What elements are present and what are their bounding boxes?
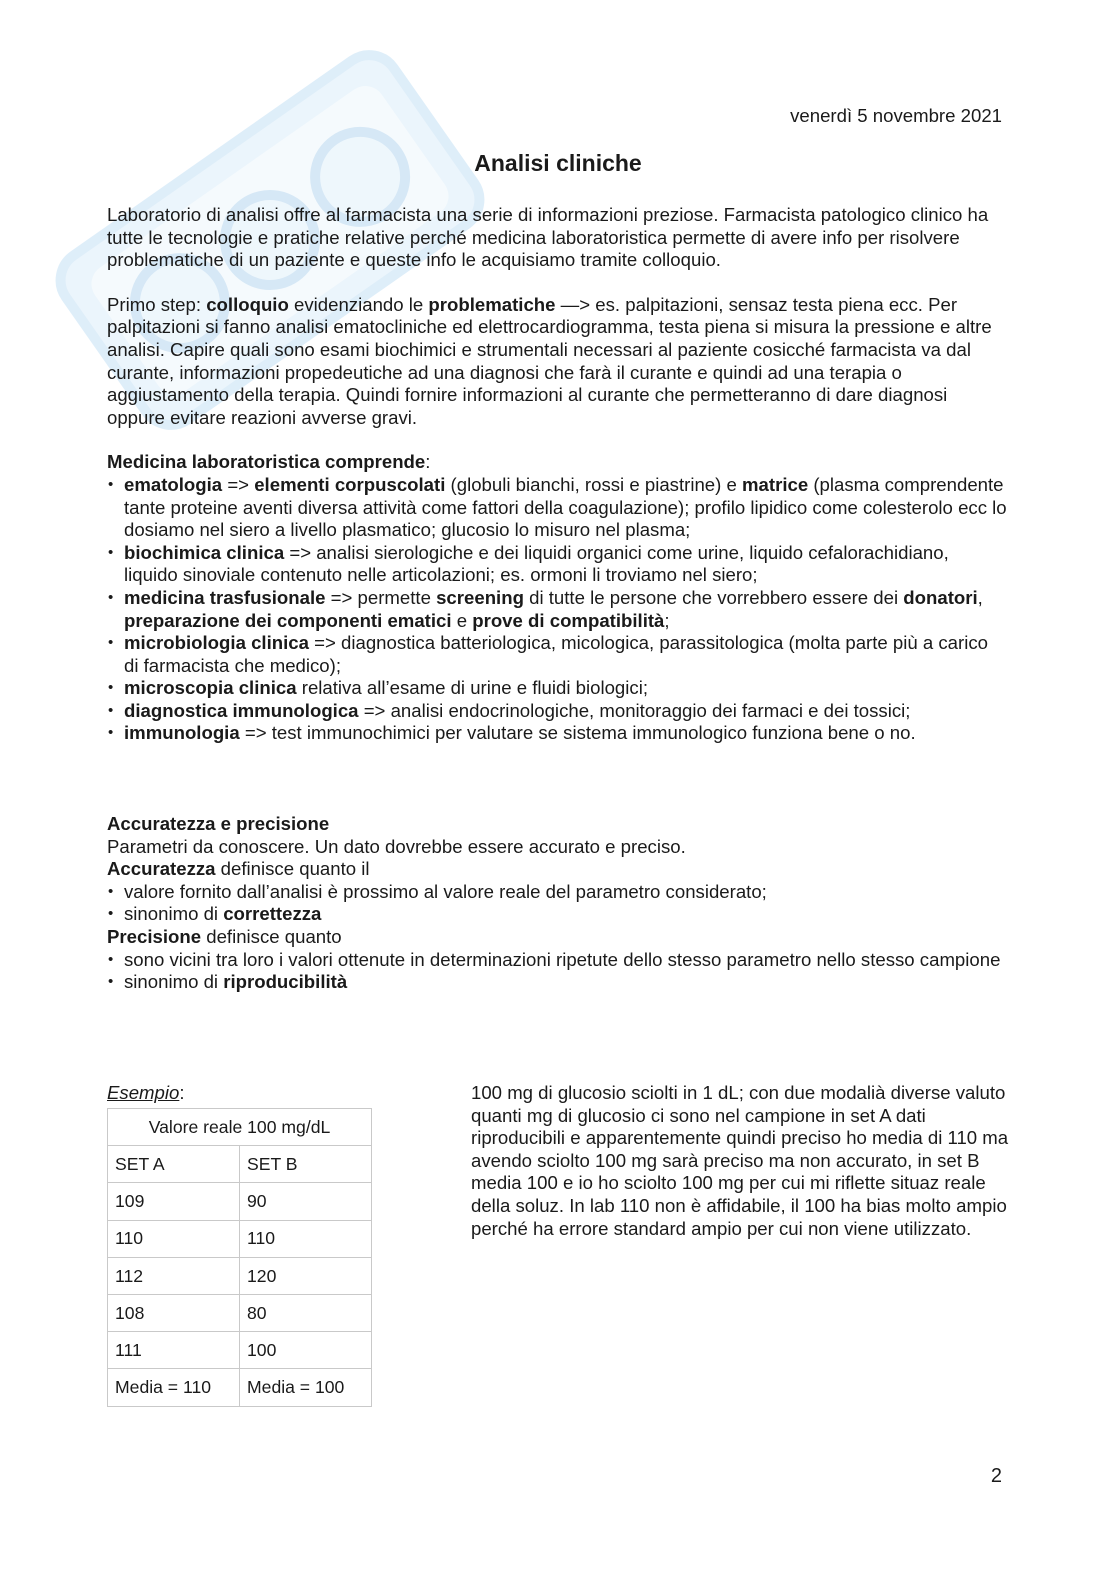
item-text: (plasma comprendente tante proteine aventi diversa attività come fattori della coagulazione); profilo lipidico come colesterolo ecc lo dosiamo nel siero a livello plasmatico; glucosio lo misuro nel plasma; [124, 473, 1007, 541]
item-term: riproducibilità [223, 971, 348, 993]
list-item [107, 722, 1007, 745]
precisione-list [107, 949, 1007, 994]
table-cell: 108 [108, 1294, 240, 1331]
table-cell: Media = 100 [240, 1369, 372, 1406]
table-title-row [108, 1109, 372, 1146]
example-label [107, 1082, 185, 1105]
column-header-set-b: SET B [240, 1146, 372, 1183]
item-text: => test immunochimici per valutare se sistema immunologico funziona bene o no. [239, 722, 916, 744]
list-item [107, 632, 1007, 677]
list-item [107, 903, 1007, 926]
table-cell: 110 [108, 1220, 240, 1257]
item-term: diagnostica immunologica [124, 699, 359, 721]
table-row [108, 1257, 372, 1294]
document-body [107, 204, 1007, 994]
step-text-2: evidenziando le [288, 293, 429, 315]
item-text: di tutte le persone che vorrebbero essere dei [523, 586, 904, 608]
list-item [107, 677, 1007, 700]
item-text: => diagnostica batteriologica, micologica, parassitologica (molta parte più a carico di farmacista che medico); [124, 632, 988, 676]
list-item [107, 971, 1007, 994]
example-table [107, 1108, 372, 1407]
item-text: sono vicini tra loro i valori ottenute in determinazioni ripetute dello stesso parametro nello stesso campione [124, 948, 1001, 970]
page-number: 2 [990, 1465, 1002, 1487]
item-term: immunologia [124, 722, 240, 744]
table-row [108, 1369, 372, 1406]
item-term: elementi corpuscolati [254, 473, 446, 495]
precisione-def [107, 926, 1007, 949]
item-term: prove di compatibilità [472, 609, 665, 631]
table-cell: 80 [240, 1294, 372, 1331]
list-item [107, 700, 1007, 723]
table-row [108, 1220, 372, 1257]
step-bold-colloquio: colloquio [206, 293, 289, 315]
item-text: (globuli bianchi, rossi e piastrine) e [445, 473, 743, 495]
accuratezza-def [107, 858, 1007, 881]
table-row [108, 1294, 372, 1331]
item-text: sinonimo di [124, 971, 224, 993]
accuratezza-intro: Parametri da conoscere. Un dato dovrebbe essere accurato e preciso. [107, 835, 686, 857]
example-explanation: 100 mg di glucosio sciolti in 1 dL; con due modalià diverse valuto quanti mg di glucosio ci sono nel campione in set A dati riproducibili e apparentemente quindi preciso ho media di 110 ma avendo sciolto 100 mg sarà preciso ma non accurato, in set B media 100 e io ho sciolto 100 mg per cui mi riflette situaz reale della soluz. In lab 110 non è affidabile, il 100 ha bias molto ampio perché ha errore standard ampio per cui non viene utilizzato. [471, 1082, 1009, 1239]
table-cell: 111 [108, 1332, 240, 1369]
item-term: biochimica clinica [124, 541, 285, 563]
table-cell: 110 [240, 1220, 372, 1257]
table-cell: 90 [240, 1183, 372, 1220]
item-term: ematologia [124, 473, 223, 495]
accuratezza-term: Accuratezza [107, 858, 216, 880]
table-cell: 100 [240, 1332, 372, 1369]
table-cell: 109 [108, 1183, 240, 1220]
step-bold-problematiche: problematiche [428, 293, 556, 315]
table-title: Valore reale 100 mg/dL [108, 1109, 372, 1146]
table-header-row [108, 1146, 372, 1183]
item-term: microscopia clinica [124, 677, 297, 699]
item-term: preparazione dei componenti ematici [124, 609, 452, 631]
list-item [107, 881, 1007, 904]
example-label-colon: : [179, 1082, 185, 1103]
page-title: Analisi cliniche [474, 150, 642, 176]
item-term: microbiologia clinica [124, 632, 309, 654]
precisione-def-text: definisce quanto [201, 926, 342, 948]
table-cell: Media = 110 [108, 1369, 240, 1406]
example-label-text: Esempio [107, 1082, 180, 1103]
step-text-1: Primo step: [107, 293, 207, 315]
item-text: , [977, 586, 983, 608]
table-cell: 120 [240, 1257, 372, 1294]
item-term: screening [436, 586, 524, 608]
step-paragraph [107, 294, 1007, 430]
column-header-set-a: SET A [108, 1146, 240, 1183]
accuratezza-list [107, 881, 1007, 926]
list-item [107, 542, 1007, 587]
accuratezza-def-text: definisce quanto il [215, 858, 370, 880]
item-term: matrice [742, 473, 809, 495]
example-section [107, 1082, 1007, 1422]
item-term: correttezza [223, 903, 322, 925]
table-row [108, 1183, 372, 1220]
item-text: => [222, 473, 255, 495]
table-cell: 112 [108, 1257, 240, 1294]
medicina-heading-bold: Medicina laboratoristica comprende [107, 451, 426, 473]
accuratezza-heading-bold: Accuratezza e precisione [107, 813, 330, 835]
item-text: e [451, 609, 473, 631]
item-term: medicina trasfusionale [124, 586, 326, 608]
precisione-term: Precisione [107, 926, 202, 948]
medicina-heading-colon: : [425, 451, 431, 473]
list-item [107, 474, 1007, 542]
list-item [107, 587, 1007, 632]
document-date: venerdì 5 novembre 2021 [790, 105, 1002, 126]
item-text: relativa all’esame di urine e fluidi biologici; [296, 677, 648, 699]
item-text: sinonimo di [124, 903, 224, 925]
list-item [107, 949, 1007, 972]
table-row [108, 1332, 372, 1369]
step-text-3: —> es. palpitazioni, sensaz testa piena ecc. Per palpitazioni si fanno analisi ematocliniche ed elettrocardiogramma, testa piena si misura la pressione e altre analisi. Capire quali sono esami biochimici e strumentali necessari al paziente cosicché farmacista va dal curante, informazioni propedeutiche ad una diagnosi che farà il curante e quindi ad una terapia o aggiustamento della terapia. Quindi fornire informazioni al curante che permetteranno di dare diagnosi oppure evitare reazioni avverse gravi. [107, 293, 992, 428]
medicina-heading [107, 451, 1007, 474]
item-text: valore fornito dall’analisi è prossimo al valore reale del parametro considerato; [124, 880, 767, 902]
item-text: => permette [325, 586, 437, 608]
section-heading-accuratezza [107, 813, 1007, 836]
item-text: => analisi endocrinologiche, monitoraggio dei farmaci e dei tossici; [358, 699, 911, 721]
medicina-list [107, 474, 1007, 745]
item-text: ; [664, 609, 670, 631]
item-text: => analisi sierologiche e dei liquidi organici come urine, liquido cefalorachidiano, liquido sinoviale contenuto nelle articolazioni; es. ormoni li troviamo nel siero; [124, 541, 949, 586]
intro-paragraph: Laboratorio di analisi offre al farmacista una serie di informazioni preziose. Farmacista patologico clinico ha tutte le tecnologie e pratiche relative perché medicina laboratoristica permette di avere info per risolvere problematiche di un paziente e queste info le acquisiamo tramite colloquio. [107, 204, 989, 271]
item-term: donatori [903, 586, 978, 608]
